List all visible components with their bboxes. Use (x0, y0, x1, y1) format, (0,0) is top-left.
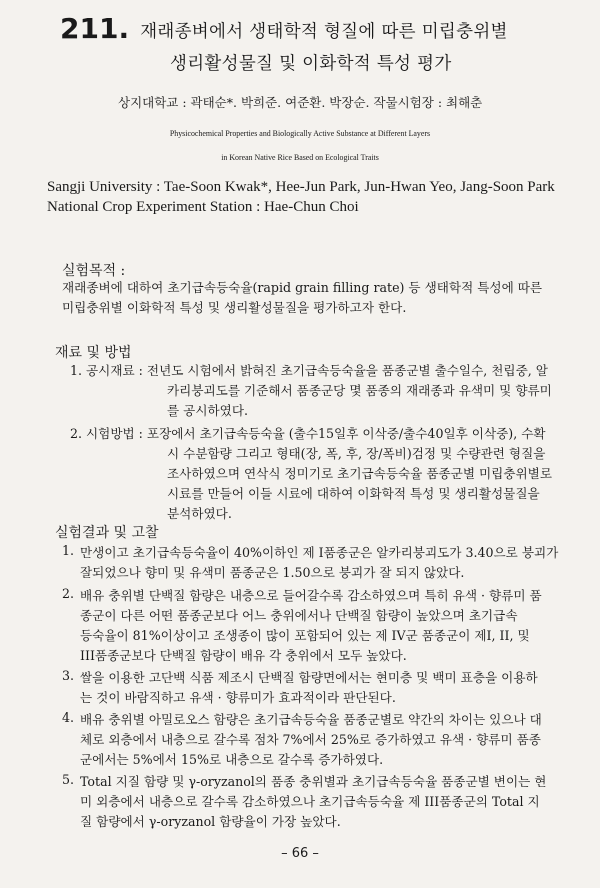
methods-item2-line: 분석하였다. (167, 506, 232, 521)
objective-heading: 실험목적 : (62, 263, 126, 279)
authors-en-line2: National Crop Experiment Station : Hae-Chun Choi (47, 199, 359, 215)
methods-item2-line: 시료를 만들어 이들 시료에 대하여 이화학적 특성 및 생리활성물질을 (167, 486, 540, 501)
result-item-line: 만생이고 초기급속등숙율이 40%이하인 제 I품종군은 알카리붕괴도가 3.40으로 붕괴가 (80, 545, 559, 560)
result-item-line: 쌀을 이용한 고단백 식품 제조시 단백질 함량면에서는 현미층 및 백미 표층을 이용하 (80, 670, 538, 685)
result-item-number: 2. (62, 586, 75, 601)
result-item-line: 는 것이 바람직하고 유색 · 향류미가 효과적이라 판단된다. (80, 690, 396, 705)
result-item-line: 미 외층에서 내층으로 갈수록 감소하였으나 초기급속등숙율 제 III품종군의 Total 지 (80, 794, 540, 809)
result-item-line: 배유 충위별 아밀로오스 함량은 초기급속등숙율 품종군별로 약간의 차이는 있으나 대 (80, 712, 542, 727)
objective-line: 재래종벼에 대하여 초기급속등숙율(rapid grain filling rate) 등 생태학적 특성에 따른 (62, 280, 543, 295)
methods-heading: 재료 및 방법 (55, 345, 132, 361)
result-item-line: 군에서는 5%에서 15%로 내층으로 갈수록 증가하였다. (80, 752, 384, 767)
result-item-line: 종군이 다른 어떤 품종군보다 어느 충위에서나 단백질 함량이 높았으며 초기급속 (80, 608, 518, 623)
methods-item1-line: 를 공시하였다. (167, 403, 248, 418)
result-item-number: 3. (62, 668, 75, 683)
result-item-number: 5. (62, 772, 75, 787)
abstract-number: 211. (60, 12, 130, 45)
objective-line: 미립충위별 이화학적 특성 및 생리활성물질을 평가하고자 한다. (62, 300, 407, 315)
authors-en-line1: Sangji University : Tae-Soon Kwak*, Hee-Jun Park, Jun-Hwan Yeo, Jang-Soon Park (47, 179, 555, 195)
results-heading: 실험결과 및 고찰 (55, 525, 159, 541)
result-item-number: 1. (62, 543, 75, 558)
result-item-number: 4. (62, 710, 75, 725)
page-number: – 66 – (281, 846, 319, 861)
methods-item2-line: 조사하였으며 연삭식 정미기로 초기급속등숙율 품종군별 미립충위별로 (167, 466, 552, 481)
title-kr-line1: 재래종벼에서 생태학적 형질에 따른 미립충위별 (140, 22, 508, 42)
korean-title (60, 12, 580, 74)
methods-item2-line: 2. 시험방법 : 포장에서 초기급속등숙율 (출수15일후 이삭중/출수40일후 이삭중), 수확 (70, 426, 546, 441)
result-item-line: 체로 외층에서 내층으로 갈수록 점차 7%에서 25%로 증가하였고 유색 · 향류미 품종 (80, 732, 541, 747)
methods-item1-line: 카리붕괴도를 기준해서 품종군당 몇 품종의 재래종과 유색미 및 향류미 (167, 383, 552, 398)
title-en-line2: in Korean Native Rice Based on Ecological Traits (221, 153, 379, 162)
title-en-line1: Physicochemical Properties and Biologically Active Substance at Different Layers (169, 129, 431, 138)
methods-item2-line: 시 수분함량 그리고 형태(장, 폭, 후, 장/폭비)검정 및 수량관련 형질을 (167, 446, 546, 461)
methods-item1-line: 1. 공시재료 : 전년도 시험에서 밝혀진 초기급속등숙율을 품종군별 출수일수, 천립중, 알 (70, 363, 548, 378)
result-item-line: Total 지질 함량 및 γ-oryzanol의 품종 충위별과 초기급속등숙율 품종군별 변이는 현 (80, 774, 547, 789)
result-item-line: 질 함량에서 γ-oryzanol 함량율이 가장 높았다. (80, 814, 341, 829)
affiliation-kr: 상지대학교 : 곽태순*. 박희준. 여준환. 박장순. 작물시험장 : 최해춘 (118, 95, 483, 110)
result-item-line: 배유 충위별 단백질 함량은 내층으로 들어갈수록 감소하였으며 특히 유색 · 향류미 품 (80, 588, 542, 603)
result-item-line: 잘되었으나 향미 및 유색미 품종군은 1.50으로 붕괴가 잘 되지 않았다. (80, 565, 465, 580)
result-item-line: III품종군보다 단백질 함량이 배유 각 충위에서 모두 높았다. (80, 648, 407, 663)
result-item-line: 등숙율이 81%이상이고 조생종이 많이 포함되어 있는 제 IV군 품종군이 제I, II, 및 (80, 628, 530, 643)
title-kr-line2: 생리활성물질 및 이화학적 특성 평가 (170, 54, 452, 74)
